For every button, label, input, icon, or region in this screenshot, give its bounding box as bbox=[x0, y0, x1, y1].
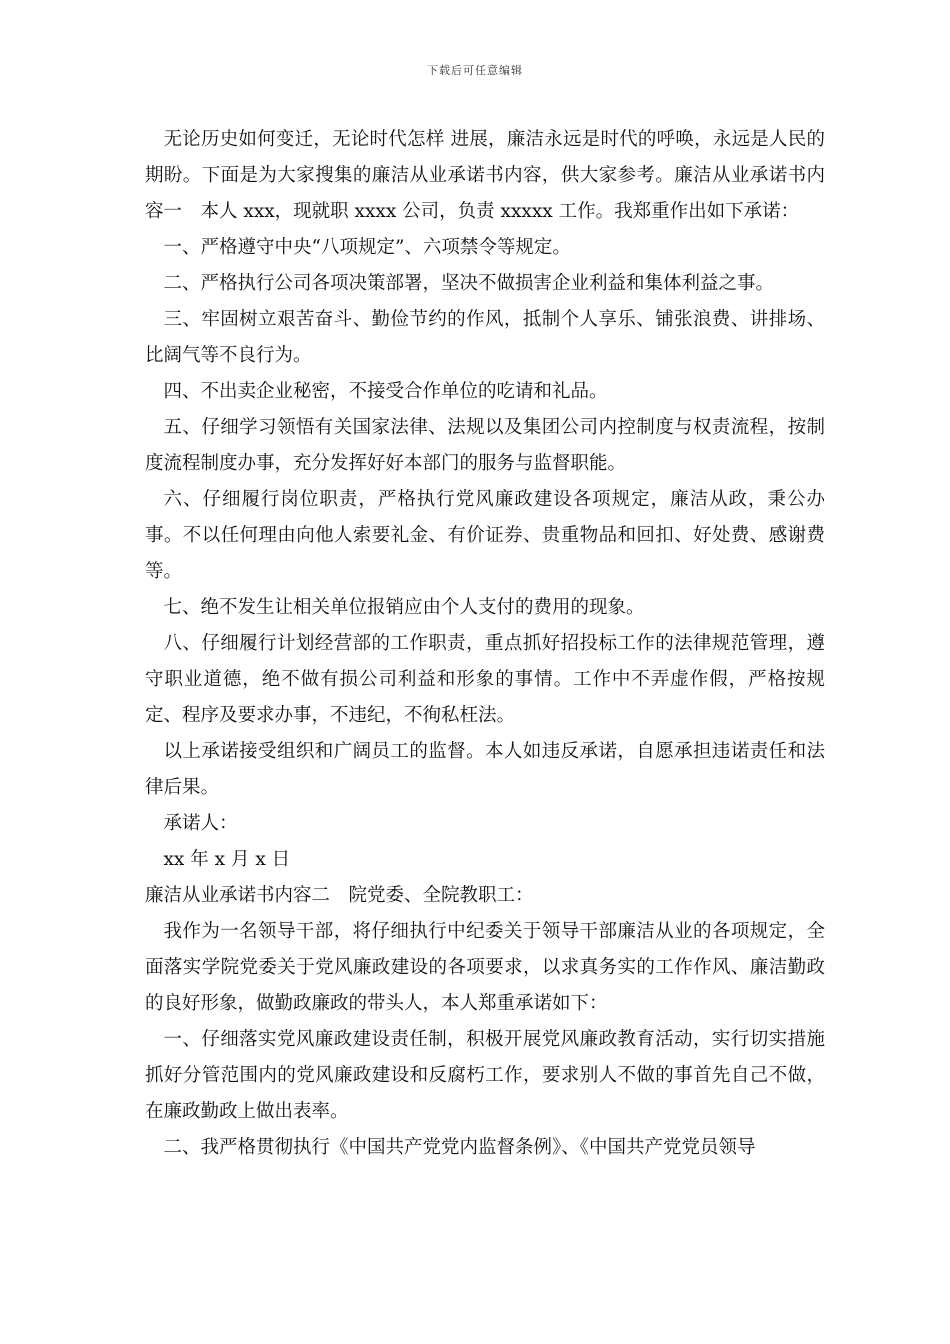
pledge-item-3: 三、牢固树立艰苦奋斗、勤俭节约的作风，抵制个人享乐、铺张浪费、讲排场、比阔气等不良行为。 bbox=[145, 309, 825, 366]
pledge-item-7: 七、绝不发生让相关单位报销应由个人支付的费用的现象。 bbox=[163, 597, 645, 618]
intro-paragraph: 无论历史如何变迁，无论时代怎样 进展，廉洁永远是时代的呼唤，永远是人民的期盼。下面是为大家搜集的廉洁从业承诺书内容，供大家参考。廉洁从业承诺书内容一 本人 xxx，现就职 xxxx 公司，负责 xxxxx 工作。我郑重作出如下承诺： bbox=[145, 129, 825, 222]
pledge-item-6: 六、仔细履行岗位职责，严格执行党风廉政建设各项规定，廉洁从政，秉公办事。不以任何理由向他人索要礼金、有价证券、贵重物品和回扣、好处费、感谢费等。 bbox=[145, 489, 825, 582]
section-two-item-1: 一、仔细落实党风廉政建设责任制，积极开展党风廉政教育活动，实行切实措施抓好分管范围内的党风廉政建设和反腐朽工作，要求别人不做的事首先自己不做，在廉政勤政上做出表率。 bbox=[145, 1029, 825, 1122]
section-two-intro: 我作为一名领导干部，将仔细执行中纪委关于领导干部廉洁从业的各项规定，全面落实学院党委关于党风廉政建设的各项要求，以求真务实的工作作风、廉洁勤政的良好形象，做勤政廉政的带头人，本人郑重承诺如下： bbox=[145, 921, 825, 1014]
page-header: 下载后可任意编辑 bbox=[427, 64, 523, 77]
signatory-label: 承诺人： bbox=[163, 813, 238, 834]
document-body bbox=[145, 122, 825, 1166]
pledge-item-1: 一、严格遵守中央“八项规定”、六项禁令等规定。 bbox=[163, 237, 571, 258]
pledge-item-2: 二、严格执行公司各项决策部署，坚决不做损害企业利益和集体利益之事。 bbox=[163, 273, 775, 294]
section-two-heading: 廉洁从业承诺书内容二 院党委、全院教职工： bbox=[145, 885, 534, 906]
pledge-item-4: 四、不出卖企业秘密，不接受合作单位的吃请和礼品。 bbox=[163, 381, 608, 402]
section-two-item-2: 二、我严格贯彻执行《中国共产党党内监督条例》、《中国共产党党员领导 bbox=[163, 1137, 756, 1158]
pledge-item-8: 八、仔细履行计划经营部的工作职责，重点抓好招投标工作的法律规范管理，遵守职业道德，绝不做有损公司利益和形象的事情。工作中不弄虚作假，严格按规定、程序及要求办事，不违纪，不徇私枉法。 bbox=[145, 633, 825, 726]
supervision-statement: 以上承诺接受组织和广阔员工的监督。本人如违反承诺，自愿承担违诺责任和法律后果。 bbox=[145, 741, 825, 798]
pledge-item-5: 五、仔细学习领悟有关国家法律、法规以及集团公司内控制度与权责流程，按制度流程制度办事，充分发挥好好本部门的服务与监督职能。 bbox=[145, 417, 825, 474]
date-line: xx 年 x 月 x 日 bbox=[163, 849, 291, 870]
